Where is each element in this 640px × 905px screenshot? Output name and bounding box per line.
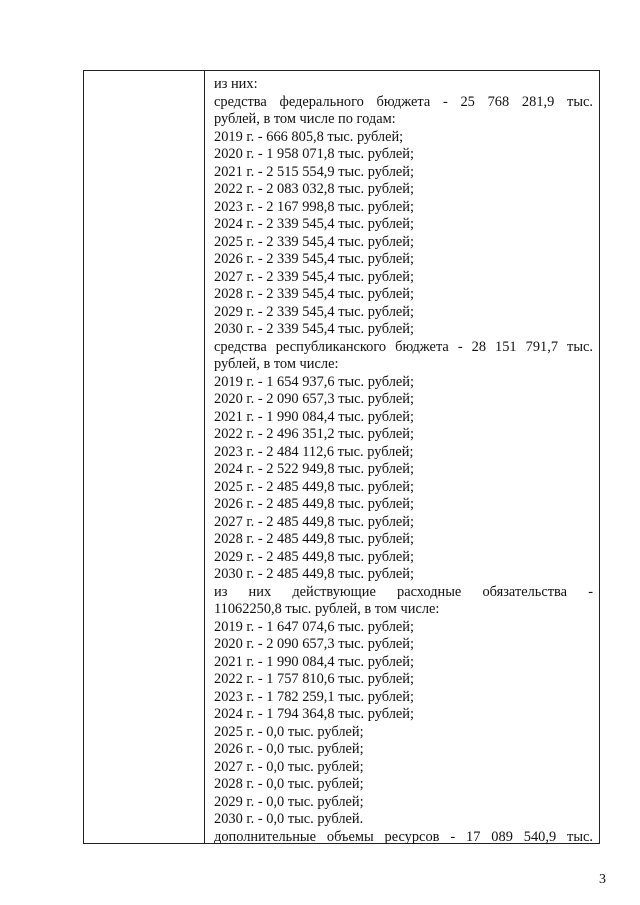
text-line: 2030 г. - 2 339 545,4 тыс. рублей; — [214, 321, 414, 337]
text-line: 2020 г. - 2 090 657,3 тыс. рублей; — [214, 636, 414, 652]
text-line: 2028 г. - 0,0 тыс. рублей; — [214, 776, 364, 792]
text-line: 2026 г. - 0,0 тыс. рублей; — [214, 741, 364, 757]
text-line: 2025 г. - 0,0 тыс. рублей; — [214, 723, 364, 740]
text-line: 2022 г. - 2 496 351,2 тыс. рублей; — [214, 426, 414, 442]
text-line: 2020 г. - 1 958 071,8 тыс. рублей; — [214, 146, 414, 162]
text-line: 2027 г. - 2 485 449,8 тыс. рублей; — [214, 513, 414, 530]
text-line: 2019 г. - 1 647 074,6 тыс. рублей; — [214, 618, 414, 635]
text-line: 2024 г. - 2 522 949,8 тыс. рублей; — [214, 461, 414, 477]
text-line: из них действующие расходные обязательства - — [214, 583, 593, 600]
text-line: 2030 г. - 2 485 449,8 тыс. рублей; — [214, 566, 414, 582]
text-line: 2024 г. - 2 339 545,4 тыс. рублей; — [214, 216, 414, 232]
funding-table — [83, 70, 600, 844]
text-line: 11062250,8 тыс. рублей, в том числе: — [214, 601, 440, 617]
text-line: 2022 г. - 1 757 810,6 тыс. рублей; — [214, 671, 414, 687]
text-line: 2021 г. - 1 990 084,4 тыс. рублей; — [214, 653, 414, 670]
text-line: 2029 г. - 2 339 545,4 тыс. рублей; — [214, 303, 414, 320]
text-line: 2026 г. - 2 339 545,4 тыс. рублей; — [214, 251, 414, 267]
page-number: 3 — [599, 872, 606, 887]
text-line: 2025 г. - 2 339 545,4 тыс. рублей; — [214, 233, 414, 250]
table-right-cell — [205, 71, 599, 843]
table-left-cell — [84, 71, 205, 843]
text-line: 2023 г. - 2 484 112,6 тыс. рублей; — [214, 443, 414, 460]
text-line: 2028 г. - 2 339 545,4 тыс. рублей; — [214, 286, 414, 302]
text-line: из них: — [214, 76, 258, 92]
text-line: рублей, в том числе: — [214, 356, 339, 372]
text-line: дополнительные объемы ресурсов - 17 089 540,9 тыс. — [214, 828, 593, 845]
text-line: 2023 г. - 1 782 259,1 тыс. рублей; — [214, 688, 414, 705]
text-line: 2027 г. - 2 339 545,4 тыс. рублей; — [214, 268, 414, 285]
text-line: 2025 г. - 2 485 449,8 тыс. рублей; — [214, 478, 414, 495]
text-line: 2021 г. - 1 990 084,4 тыс. рублей; — [214, 408, 414, 425]
text-line: 2024 г. - 1 794 364,8 тыс. рублей; — [214, 706, 414, 722]
text-line: 2020 г. - 2 090 657,3 тыс. рублей; — [214, 391, 414, 407]
text-line: 2021 г. - 2 515 554,9 тыс. рублей; — [214, 163, 414, 180]
text-line: 2019 г. - 1 654 937,6 тыс. рублей; — [214, 373, 414, 390]
text-line: 2030 г. - 0,0 тыс. рублей. — [214, 811, 364, 827]
text-line: 2022 г. - 2 083 032,8 тыс. рублей; — [214, 181, 414, 197]
text-line: 2023 г. - 2 167 998,8 тыс. рублей; — [214, 198, 414, 215]
text-line: средства федерального бюджета - 25 768 281,9 тыс. — [214, 93, 593, 110]
text-line: 2028 г. - 2 485 449,8 тыс. рублей; — [214, 531, 414, 547]
text-line: 2026 г. - 2 485 449,8 тыс. рублей; — [214, 496, 414, 512]
text-line: 2029 г. - 0,0 тыс. рублей; — [214, 793, 364, 810]
text-line: 2019 г. - 666 805,8 тыс. рублей; — [214, 128, 404, 145]
text-line: средства республиканского бюджета - 28 151 791,7 тыс. — [214, 338, 593, 355]
text-line: рублей, в том числе по годам: — [214, 111, 396, 127]
text-line: 2029 г. - 2 485 449,8 тыс. рублей; — [214, 548, 414, 565]
text-line: 2027 г. - 0,0 тыс. рублей; — [214, 758, 364, 775]
